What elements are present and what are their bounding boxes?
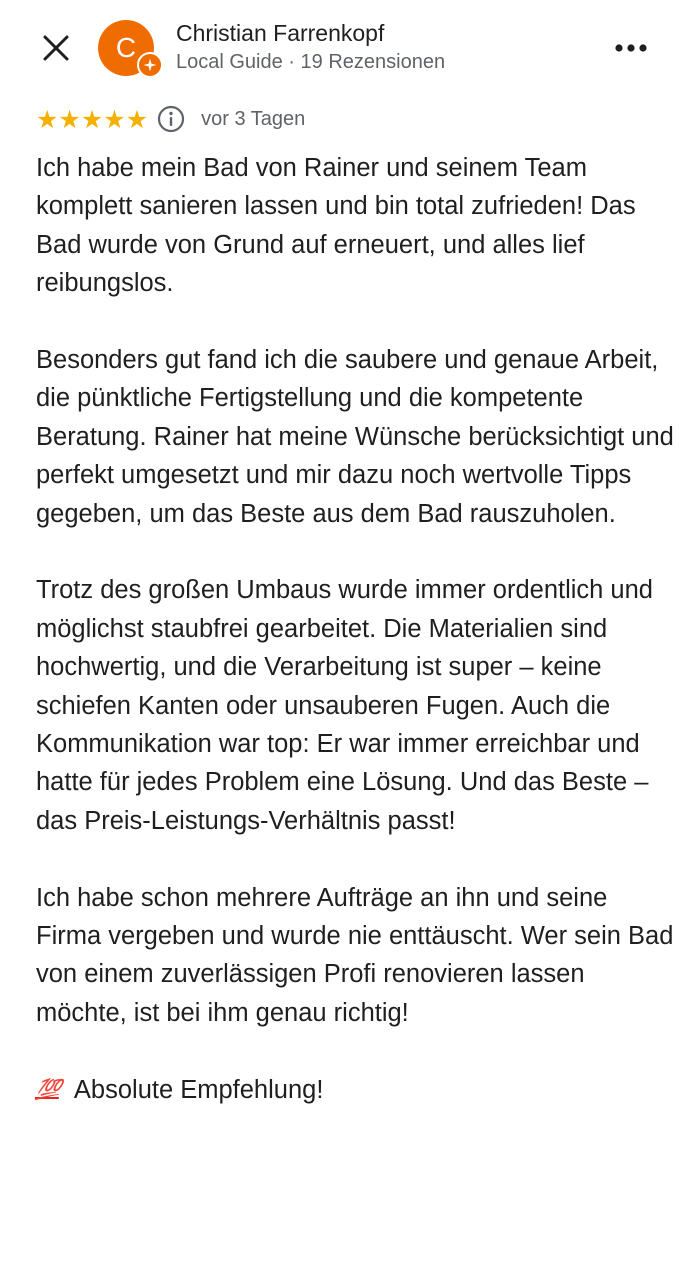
avatar-initial: C	[115, 32, 137, 63]
info-icon[interactable]	[157, 105, 185, 133]
star-icon: ★	[80, 104, 104, 134]
hundred-points-icon: 💯	[34, 1078, 62, 1101]
author-name[interactable]: Christian Farrenkopf	[176, 20, 385, 46]
review-paragraph: Ich habe schon mehrere Aufträge an ihn und seine Firma vergeben und wurde nie enttäuscht. Wer sein Bad von einem zuverlässigen Profi renovieren lassen möchte, ist bei ihm genau richtig!	[36, 883, 674, 1027]
review-paragraph: Besonders gut fand ich die saubere und genaue Arbeit, die pünktliche Fertigstellung und die kompetente Beratung. Rainer hat meine Wünsche berücksichtigt und perfekt umgesetzt und mir dazu noch wertvolle Tipps gegeben, um das Beste aus dem Bad rauszuholen.	[36, 346, 674, 528]
star-icon: ★	[36, 104, 59, 134]
author-meta: Local Guide · 19 Rezensionen	[176, 51, 446, 73]
more-options-button[interactable]	[606, 28, 656, 68]
star-icon: ★	[58, 104, 81, 134]
local-guide-badge-icon	[137, 52, 163, 78]
review-date: vor 3 Tagen	[201, 107, 306, 130]
close-button[interactable]	[34, 26, 78, 70]
rating-row	[36, 102, 305, 136]
review-header	[0, 0, 688, 100]
star-rating	[36, 104, 149, 134]
star-icon: ★	[103, 104, 126, 134]
review-paragraph: Ich habe mein Bad von Rainer und seinem Team komplett sanieren lassen und bin total zufrieden! Das Bad wurde von Grund auf erneuert, und alles lief reibungslos.	[36, 154, 636, 298]
closing-text: Absolute Empfehlung!	[73, 1075, 324, 1104]
review-closing	[36, 1071, 676, 1109]
review-text	[36, 149, 676, 1109]
more-vertical-dots-icon	[614, 43, 648, 53]
star-icon: ★	[125, 104, 149, 134]
review-paragraph: Trotz des großen Umbaus wurde immer ordentlich und möglichst staubfrei gearbeitet. Die Materialien sind hochwertig, und die Verarbeitung ist super – keine schiefen Kanten oder unsauberen Fugen. Auch die Kommunikation war top: Er war immer erreichbar und hatte für jedes Problem eine Lösung. Und das Beste – das Preis-Leistungs-Verhältnis passt!	[36, 576, 653, 835]
close-icon	[42, 34, 70, 62]
